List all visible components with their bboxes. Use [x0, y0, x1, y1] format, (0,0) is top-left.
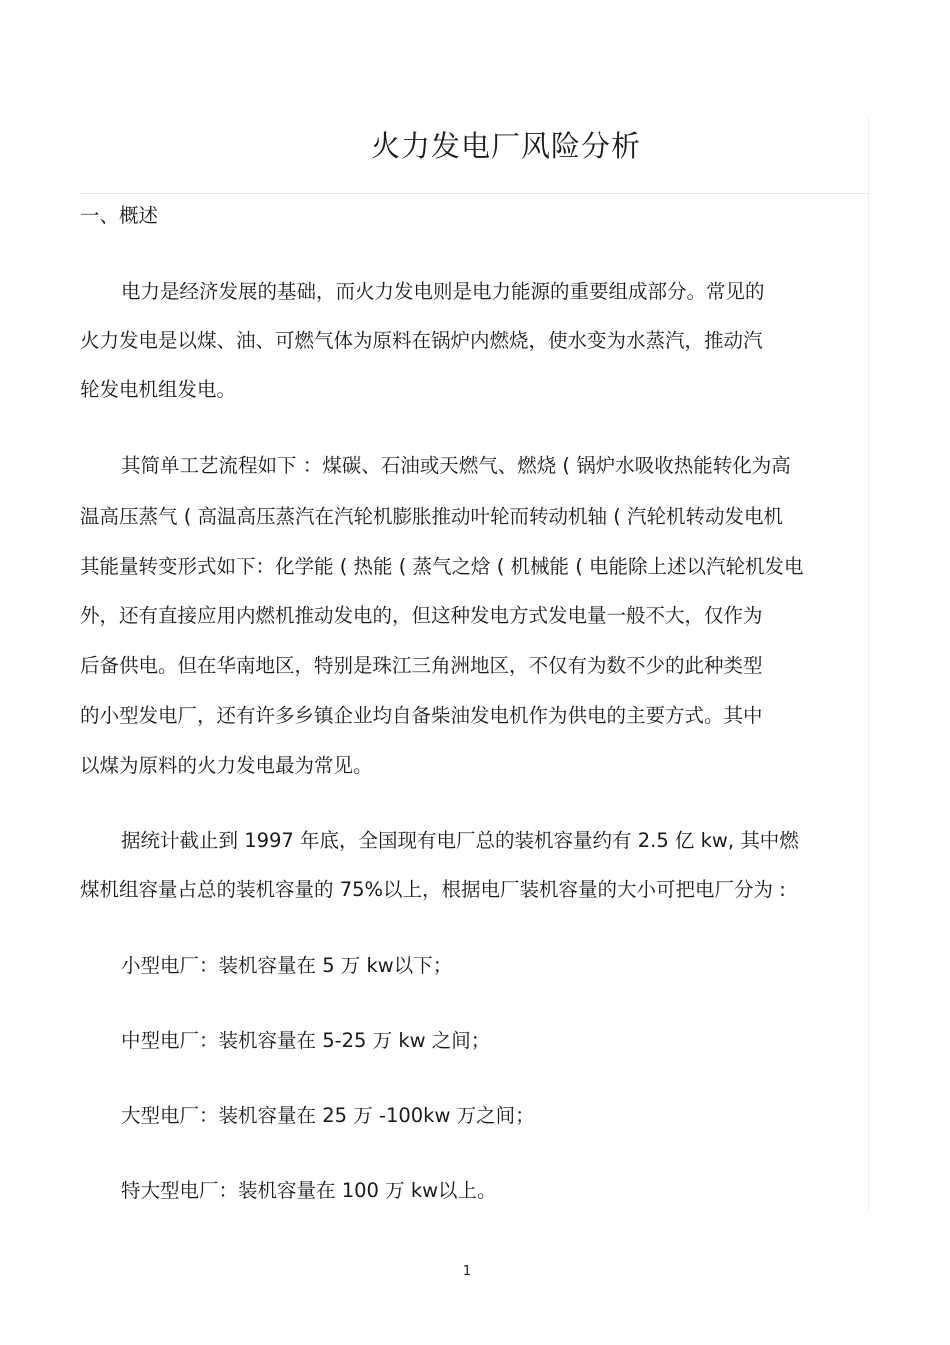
text-line: 温高压蒸气 ( 高温高压蒸汽在汽轮机膨胀推动叶轮而转动机轴 ( 汽轮机转动发电机 — [80, 505, 784, 528]
document-title: 火力发电厂风险分析 — [370, 129, 641, 163]
text-line: 轮发电机组发电。 — [80, 378, 237, 401]
text-line: 后备供电。但在华南地区，特别是珠江三角洲地区，不仅有为数不少的此种类型 — [80, 654, 763, 677]
text-line: 外，还有直接应用内燃机推动发电的，但这种发电方式发电量一般不大，仅作为 — [80, 604, 763, 627]
section-heading: 一、概述 — [80, 204, 159, 227]
header-rule — [80, 193, 870, 194]
text-line: 其能量转变形式如下：化学能 ( 热能 ( 蒸气之焓 ( 机械能 ( 电能除上述以汽轮机发电 — [80, 555, 804, 578]
text-line: 中型电厂：装机容量在 5-25 万 kw 之间； — [121, 1029, 491, 1052]
text-line: 以煤为原料的火力发电最为常见。 — [80, 754, 373, 777]
text-line: 火力发电是以煤、油、可燃气体为原料在锅炉内燃烧，使水变为水蒸汽，推动汽 — [80, 329, 763, 352]
margin-rule — [868, 118, 869, 1210]
text-line: 小型电厂：装机容量在 5 万 kw以下； — [121, 954, 453, 977]
text-line: 电力是经济发展的基础，而火力发电则是电力能源的重要组成部分。常见的 — [121, 280, 765, 303]
text-line: 煤机组容量占总的装机容量的 75%以上，根据电厂装机容量的大小可把电厂分为 : — [80, 878, 786, 901]
text-line: 据统计截止到 1997 年底，全国现有电厂总的装机容量约有 2.5 亿 kw, 其中燃 — [121, 829, 799, 852]
text-line: 其简单工艺流程如下 ：煤碳、石油或天燃气、燃烧 ( 锅炉水吸收热能转化为高 — [121, 454, 791, 477]
text-line: 的小型发电厂，还有许多乡镇企业均自备柴油发电机作为供电的主要方式。其中 — [80, 704, 763, 727]
text-line: 特大型电厂：装机容量在 100 万 kw以上。 — [121, 1179, 497, 1202]
text-line: 大型电厂：装机容量在 25 万 -100kw 万之间； — [121, 1104, 535, 1127]
page-number: 1 — [462, 1264, 472, 1279]
